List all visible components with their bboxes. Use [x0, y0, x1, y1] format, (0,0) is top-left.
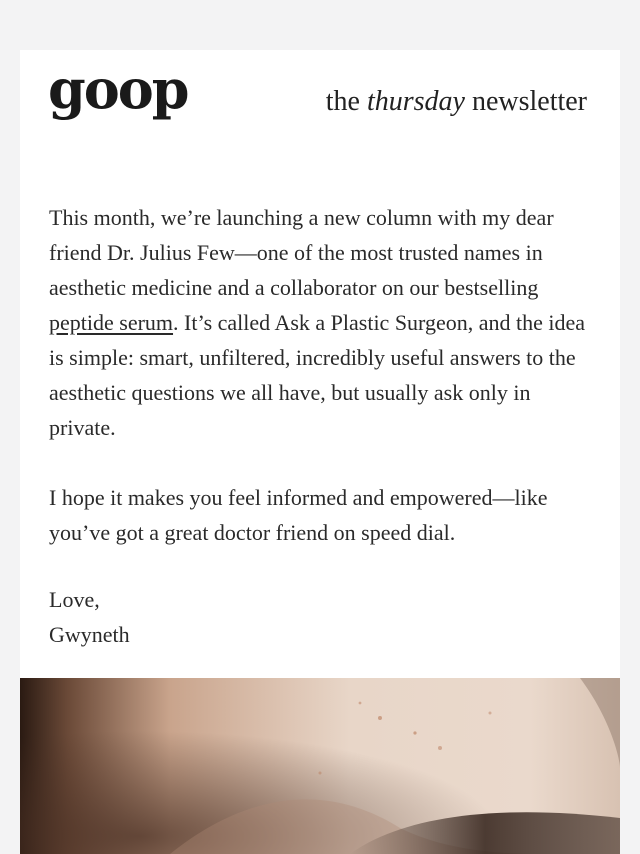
second-paragraph: I hope it makes you feel informed and empowered—like you’ve got a great doctor friend on speed dial.: [49, 485, 548, 545]
newsletter-tagline: [326, 88, 587, 116]
freckle: [438, 746, 442, 750]
intro-text-part1: This month, we’re launching a new column with my dear friend Dr. Julius Few—one of the most trusted names in aesthetic medicine and a collaborator on our bestselling: [49, 205, 554, 300]
newsletter-card: [20, 50, 620, 854]
newsletter-body: [49, 200, 594, 652]
intro-text-part2: . It’s called Ask a Plastic Surgeon, and the idea is simple: smart, unfiltered, incredibly useful answers to the aesthetic questions we all have, but usually ask only in private.: [49, 310, 586, 440]
signoff: [49, 582, 594, 652]
signoff-love: Love,: [49, 587, 100, 612]
tagline-before: the: [325, 86, 367, 117]
goop-logo[interactable]: goop: [48, 57, 188, 121]
face-closeup-image: [20, 678, 620, 854]
freckle: [359, 702, 362, 705]
peptide-serum-link[interactable]: peptide serum: [49, 310, 174, 335]
newsletter-header: [20, 50, 620, 160]
freckle: [489, 712, 492, 715]
hero-face-image[interactable]: [20, 678, 620, 854]
freckle: [413, 731, 416, 734]
freckle: [378, 716, 382, 720]
freckle: [319, 772, 322, 775]
tagline-after: newsletter: [464, 86, 587, 117]
intro-paragraph: [49, 200, 594, 445]
tagline-italic: thursday: [366, 86, 465, 117]
signature: Gwyneth: [49, 622, 130, 647]
